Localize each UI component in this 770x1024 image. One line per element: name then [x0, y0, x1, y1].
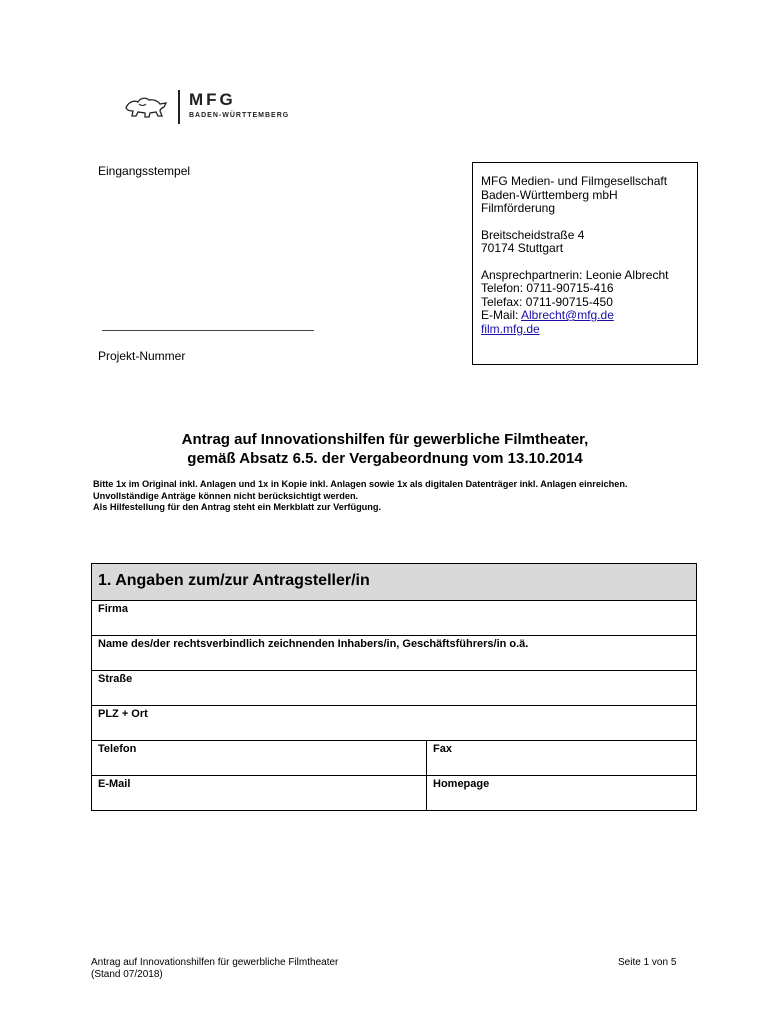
- title-line-1: Antrag auf Innovationshilfen für gewerbliche Filmtheater,: [181, 431, 589, 448]
- address-line: Filmförderung: [481, 201, 556, 215]
- telefon-field[interactable]: Telefon: [92, 741, 427, 776]
- instruction-line: Bitte 1x im Original inkl. Anlagen und 1x in Kopie inkl. Anlagen sowie 1x als digitalen Datenträger inkl. Anlagen einreichen.: [93, 479, 628, 489]
- lion-icon: [124, 94, 168, 120]
- page-number: Seite 1 von 5: [618, 957, 677, 968]
- logo-divider: [178, 90, 180, 124]
- fax-field[interactable]: Fax: [427, 741, 697, 776]
- section-header: 1. Angaben zum/zur Antragsteller/in: [92, 564, 697, 601]
- document-title: [0, 430, 770, 468]
- footer-doc-title: Antrag auf Innovationshilfen für gewerbliche Filmtheater: [91, 957, 339, 968]
- email-field[interactable]: E-Mail: [92, 776, 427, 811]
- instruction-line: Unvollständige Anträge können nicht berücksichtigt werden.: [93, 490, 359, 501]
- logo-subtitle: BADEN-WÜRTTEMBERG: [189, 112, 290, 119]
- address-line: MFG Medien- und Filmgesellschaft: [481, 174, 668, 188]
- website-link[interactable]: film.mfg.de: [481, 321, 540, 336]
- instructions: [93, 479, 713, 514]
- contact-person: Ansprechpartnerin: Leonie Albrecht: [481, 267, 669, 282]
- project-number-label: Projekt-Nummer: [98, 349, 186, 363]
- contact-fax: Telefax: 0711-90715-450: [481, 294, 613, 309]
- stamp-label: Eingangsstempel: [98, 164, 191, 178]
- email-prefix: E-Mail:: [481, 308, 522, 322]
- applicant-form: [91, 563, 697, 811]
- title-line-2: gemäß Absatz 6.5. der Vergabeordnung vom 13.10.2014: [187, 450, 583, 467]
- contact-email: [481, 309, 697, 323]
- address-city: 70174 Stuttgart: [481, 241, 564, 255]
- strasse-field[interactable]: Straße: [92, 671, 697, 706]
- footer-stand: (Stand 07/2018): [91, 969, 163, 980]
- firma-field[interactable]: Firma: [92, 601, 697, 636]
- plz-ort-field[interactable]: PLZ + Ort: [92, 706, 697, 741]
- logo-brand: MFG: [189, 90, 236, 109]
- contact-phone: Telefon: 0711-90715-416: [481, 281, 614, 295]
- instruction-line: Als Hilfestellung für den Antrag steht ein Merkblatt zur Verfügung.: [93, 502, 382, 512]
- mfg-logo: [124, 88, 314, 128]
- address-line: Baden-Württemberg mbH: [481, 187, 618, 202]
- footer-title: [91, 957, 338, 981]
- email-link[interactable]: Albrecht@mfg.de: [521, 308, 614, 322]
- address-street: Breitscheidstraße 4: [481, 227, 585, 242]
- address-box: [472, 162, 698, 365]
- stamp-line: [102, 330, 314, 331]
- name-field[interactable]: Name des/der rechtsverbindlich zeichnenden Inhabers/in, Geschäftsführers/in o.ä.: [92, 636, 697, 671]
- homepage-field[interactable]: Homepage: [427, 776, 697, 811]
